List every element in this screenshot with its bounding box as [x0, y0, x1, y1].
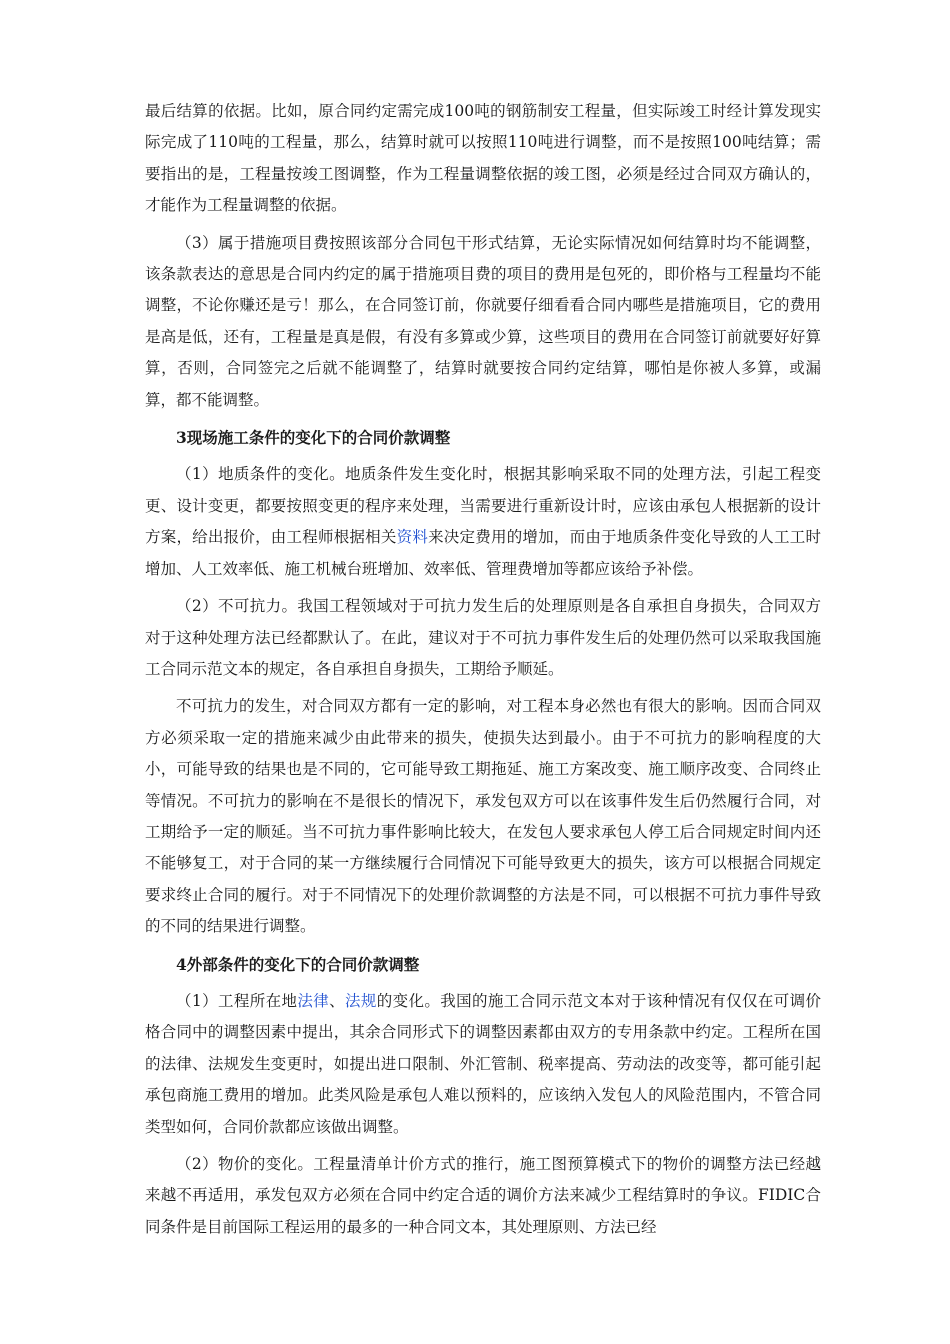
paragraph-force-majeure-impact: 不可抗力的发生，对合同双方都有一定的影响，对工程本身必然也有很大的影响。因而合同双方必须采取一定的措施来减少由此带来的损失，使损失达到最小。由于不可抗力的影响程度的大小，可能导致的结果也是不同的，它可能导致工期拖延、施工方案改变、施工顺序改变、合同终止等情况。不可抗力的影响在不是很长的情况下，承发包双方可以在该事件发生后仍然履行合同，对工期给予一定的顺延。当不可抗力事件影响比较大，在发包人要求承包人停工后合同规定时间内还不能够复工，对于合同的某一方继续履行合同情况下可能导致更大的损失，该方可以根据合同规定要求终止合同的履行。对于不同情况下的处理价款调整的方法是不同，可以根据不可抗力事件导致的不同的结果进行调整。	[145, 697, 821, 936]
paragraph-text: 来决定费用的增加，而由于地质条件变化导致的人工工时增加、人工效率低、施工机械台班增加、效率低、管理费增加等都应该给予补偿。	[145, 528, 821, 578]
regulation-link[interactable]: 法规	[345, 991, 377, 1010]
paragraph-price-changes: （2）物价的变化。工程量清单计价方式的推行，施工图预算模式下的物价的调整方法已经越来越不再适用，承发包双方必须在合同中约定合适的调价方法来减少工程结算时的争议。FIDIC合同条件是目前国际工程运用的最多的一种合同文本，其处理原则、方法已经	[145, 1155, 821, 1236]
section-heading-3: 3现场施工条件的变化下的合同价款调整	[176, 428, 451, 448]
paragraph-geological-conditions	[145, 459, 821, 585]
paragraph-measure-items: （3）属于措施项目费按照该部分合同包干形式结算，无论实际情况如何结算时均不能调整，该条款表达的意思是合同内约定的属于措施项目费的项目的费用是包死的，即价格与工程量均不能调整，不论你赚还是亏！那么，在合同签订前，你就要仔细看看合同内哪些是措施项目，它的费用是高是低，还有，工程量是真是假，有没有多算或少算，这些项目的费用在合同签订前就要好好算算，否则，合同签完之后就不能调整了，结算时就要按合同约定结算，哪怕是你被人多算，或漏算，都不能调整。	[145, 233, 821, 409]
paragraph-settlement-basis: 最后结算的依据。比如，原合同约定需完成100吨的钢筋制安工程量，但实际竣工时经计算发现实际完成了110吨的工程量，那么，结算时就可以按照110吨进行调整，而不是按照100吨结算；需要指出的是，工程量按竣工图调整，作为工程量调整依据的竣工图，必须是经过合同双方确认的，才能作为工程量调整的依据。	[145, 102, 821, 215]
paragraph-laws-regulations	[145, 986, 821, 1143]
paragraph-text: 的变化。我国的施工合同示范文本对于该种情况有仅仅在可调价格合同中的调整因素中提出，其余合同形式下的调整因素都由双方的专用条款中约定。工程所在国的法律、法规发生变更时，如提出进口限制、外汇管制、税率提高、劳动法的改变等，都可能引起承包商施工费用的增加。此类风险是承包人难以预料的，应该纳入发包人的风险范围内，不管合同类型如何，合同价款都应该做出调整。	[145, 991, 821, 1136]
law-link[interactable]: 法律	[297, 991, 330, 1010]
paragraph-force-majeure: （2）不可抗力。我国工程领域对于可抗力发生后的处理原则是各自承担自身损失，合同双方对于这种处理方法已经都默认了。在此，建议对于不可抗力事件发生后的处理仍然可以采取我国施工合同示范文本的规定，各自承担自身损失，工期给予顺延。	[145, 597, 821, 678]
section-heading-4: 4外部条件的变化下的合同价款调整	[176, 954, 420, 974]
separator-text: 、	[329, 991, 346, 1010]
paragraph-text: （1）地质条件的变化。地质条件发生变化时，根据其影响采取不同的处理方法，引起工程变更、设计变更，都要按照变更的程序来处理，当需要进行重新设计时，应该由承包人根据新的设计方案，给出报价，由工程师根据相关	[145, 465, 821, 547]
document-page	[145, 96, 821, 1249]
paragraph-text: （1）工程所在地	[176, 991, 298, 1010]
materials-link[interactable]: 资料	[396, 528, 429, 547]
